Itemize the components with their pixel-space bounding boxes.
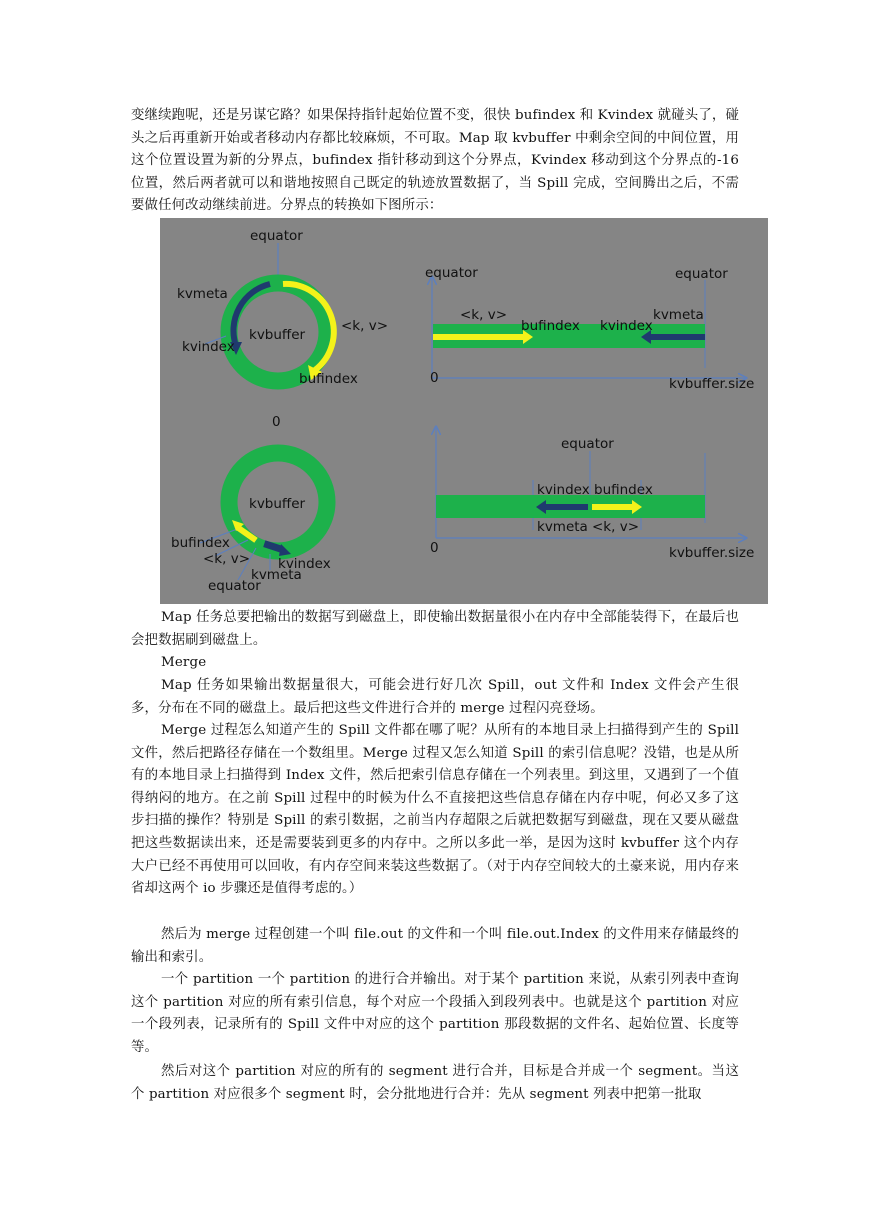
top-bar-equator-right-label: equator [675, 266, 728, 282]
bottom-kvindex-label: kvindex [278, 556, 331, 572]
bottom-bar-kvindex-label: kvindex [537, 482, 590, 498]
top-bar-meta-arrow [651, 334, 705, 340]
bottom-bar-size-label: kvbuffer.size [669, 545, 755, 561]
top-kvindex-label: kvindex [182, 339, 235, 355]
top-kvmeta-label: kvmeta [177, 286, 228, 302]
bottom-kv-label: <k, v> [203, 551, 251, 567]
bottom-bar-kvmeta-label: kvmeta [537, 519, 588, 535]
top-bar-kvindex-label: kvindex [600, 318, 653, 334]
paragraph-map-flush: Map 任务总要把输出的数据写到磁盘上，即使输出数据量很小在内存中全部能装得下，在最后也会把数据刷到磁盘上。 [131, 610, 739, 648]
bottom-kvbuffer-label: kvbuffer [249, 496, 306, 512]
paragraph-merge-scan: Merge 过程怎么知道产生的 Spill 文件都在哪了呢？从所有的本地目录上扫描得到产生的 Spill 文件，然后把路径存储在一个数组里。Merge 过程又怎么知道 Spill 的索引信息呢？没错，也是从所有的本地目录上扫描得到 Index 文件，然后把索引信息存储在一个列表里。到这里，又遇到了一个值得纳闷的地方。在之前 Spill 过程中的时候为什么不直接把这些信息存储在内存中呢，何必又多了这步扫描的操作？特别是 Spill 的索引数据，之前当内存超限之后就把数据写到磁盘，现在又要从磁盘把这些数据读出来，还是需要装到更多的内存中。之所以多此一举，是因为这时 kvbuffer 这个内存大户已经不再使用可以回收，有内存空间来装这些数据了。（对于内存空间较大的土豪来说，用内存来省却这两个 io 步骤还是值得考虑的。） [131, 723, 739, 897]
top-bar-kv-label: <k, v> [460, 307, 508, 323]
kvbuffer-equator-diagram [160, 218, 768, 604]
paragraph-partition: 一个 partition 一个 partition 的进行合并输出。对于某个 partition 来说，从索引列表中查询这个 partition 对应的所有索引信息，每个对应一个段插入到段列表中。也就是这个 partition 对应一个段列表，记录所有的 Spill 文件中对应的这个 partition 那段数据的文件名、起始位置、长度等等。 [131, 972, 739, 1055]
bottom-bufindex-label: bufindex [171, 535, 230, 551]
paragraph-spill-boundary: 变继续跑呢，还是另谋它路？如果保持指针起始位置不变，很快 bufindex 和 Kvindex 就碰头了，碰头之后再重新开始或者移动内存都比较麻烦，不可取。Map 取 kvbuffer 中剩余空间的中间位置，用这个位置设置为新的分界点，bufindex 指针移动到这个分界点，Kvindex 移动到这个分界点的-16 位置，然后两者就可以和谐地按照自己既定的轨迹放置数据了，当 Spill 完成，空间腾出之后，不需要做任何改动继续前进。分界点的转换如下图所示： [131, 108, 739, 214]
bottom-bar-kv-label: <k, v> [592, 519, 640, 535]
bottom-ring-zero-label: 0 [272, 414, 281, 430]
top-bar-kvmeta-label: kvmeta [653, 307, 704, 323]
top-bar-kv-arrow [433, 334, 525, 340]
section-heading-merge: Merge [161, 655, 207, 670]
bottom-bar-bufindex-label: bufindex [594, 482, 653, 498]
bottom-bar-origin-label: 0 [430, 540, 439, 556]
top-kvbuffer-label: kvbuffer [249, 327, 306, 343]
top-kv-label: <k, v> [341, 318, 389, 334]
bottom-kvmeta-label: kvmeta [251, 567, 302, 583]
top-bar-size-label: kvbuffer.size [669, 376, 755, 392]
bottom-bar-kv-arrow [592, 504, 634, 510]
top-bar-equator-left-label: equator [425, 265, 478, 281]
top-bufindex-label: bufindex [299, 371, 358, 387]
top-bar-bufindex-label: bufindex [521, 318, 580, 334]
bottom-bar-meta-arrow [546, 504, 588, 510]
bottom-equator-label: equator [208, 578, 261, 594]
paragraph-segment-merge: 然后对这个 partition 对应的所有的 segment 进行合并，目标是合并成一个 segment。当这个 partition 对应很多个 segment 时，会分批地进行合并：先从 segment 列表中把第一批取 [131, 1064, 739, 1102]
bottom-bar-equator-label: equator [561, 436, 614, 452]
paragraph-merge-files: 然后为 merge 过程创建一个叫 file.out 的文件和一个叫 file.out.Index 的文件用来存储最终的输出和索引。 [131, 927, 739, 965]
top-equator-label: equator [250, 228, 303, 244]
top-bar-origin-label: 0 [430, 370, 439, 386]
paragraph-merge-intro: Map 任务如果输出数据量很大，可能会进行好几次 Spill，out 文件和 Index 文件会产生很多，分布在不同的磁盘上。最后把这些文件进行合并的 merge 过程闪亮登场。 [131, 678, 739, 716]
